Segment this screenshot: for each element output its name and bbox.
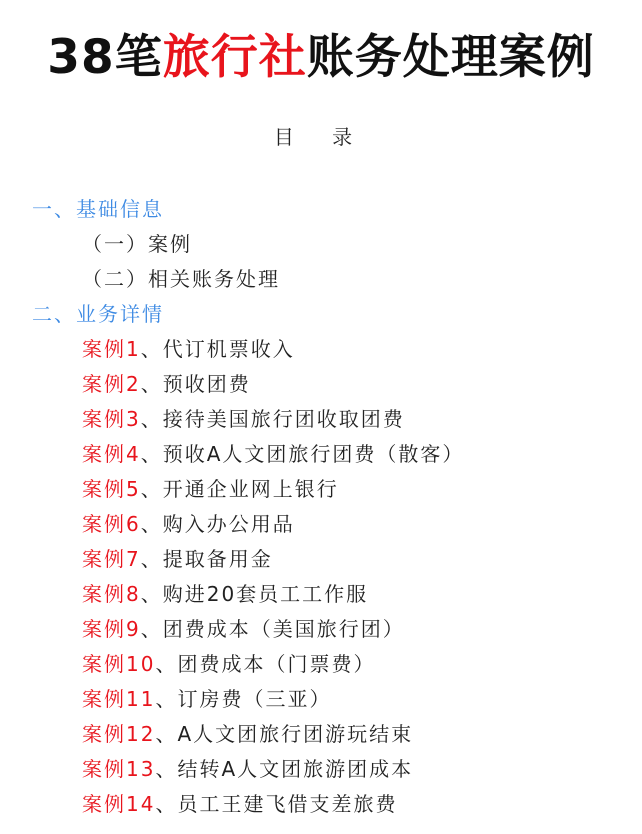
case-item	[0, 752, 642, 787]
case-text: 、订房费（三亚）	[155, 687, 332, 711]
case-text: 、接待美国旅行团收取团费	[140, 407, 405, 431]
case-item	[0, 717, 642, 752]
case-number: 案例5	[82, 477, 141, 501]
case-number: 案例14	[82, 792, 156, 816]
case-item	[0, 402, 642, 437]
case-item	[0, 472, 642, 507]
case-text: 、代订机票收入	[140, 337, 295, 361]
case-item	[0, 577, 642, 612]
case-item	[0, 787, 642, 822]
section-heading-business-details: 二、业务详情	[32, 302, 164, 326]
case-number: 案例1	[82, 337, 141, 361]
case-number: 案例7	[82, 547, 141, 571]
case-number: 案例3	[82, 407, 141, 431]
case-number: 案例12	[82, 722, 156, 746]
case-item	[0, 682, 642, 717]
case-number: 案例6	[82, 512, 141, 536]
case-text: 、购进20套员工工作服	[140, 582, 369, 606]
case-text: 、员工王建飞借支差旅费	[155, 792, 398, 816]
case-number: 案例8	[82, 582, 141, 606]
case-text: 、预收团费	[140, 372, 251, 396]
case-text: 、结转A人文团旅游团成本	[155, 757, 414, 781]
case-text: 、团费成本（美国旅行团）	[140, 617, 405, 641]
case-item	[0, 612, 642, 647]
toc-heading: 目 录	[273, 125, 369, 149]
case-text: 、购入办公用品	[140, 512, 295, 536]
title-prefix: 38笔	[47, 30, 163, 85]
case-number: 案例4	[82, 442, 141, 466]
case-text: 、团费成本（门票费）	[155, 652, 376, 676]
page-title	[0, 28, 642, 88]
case-text: 、开通企业网上银行	[140, 477, 339, 501]
case-item	[0, 332, 642, 367]
section-heading-basic-info: 一、基础信息	[32, 197, 164, 221]
case-number: 案例13	[82, 757, 156, 781]
case-number: 案例10	[82, 652, 156, 676]
case-item	[0, 437, 642, 472]
table-of-contents	[0, 192, 642, 822]
case-text: 、预收A人文团旅行团费（散客）	[140, 442, 465, 466]
case-number: 案例11	[82, 687, 156, 711]
case-item	[0, 367, 642, 402]
case-item	[0, 647, 642, 682]
title-highlight: 旅行社	[162, 30, 307, 85]
case-text: 、A人文团旅行团游玩结束	[155, 722, 414, 746]
title-suffix: 账务处理案例	[306, 30, 595, 85]
case-text: 、提取备用金	[140, 547, 273, 571]
case-number: 案例9	[82, 617, 141, 641]
subitem-cases: （一）案例	[82, 232, 192, 256]
case-item	[0, 507, 642, 542]
case-item	[0, 542, 642, 577]
subitem-accounting: （二）相关账务处理	[82, 267, 280, 291]
case-number: 案例2	[82, 372, 141, 396]
